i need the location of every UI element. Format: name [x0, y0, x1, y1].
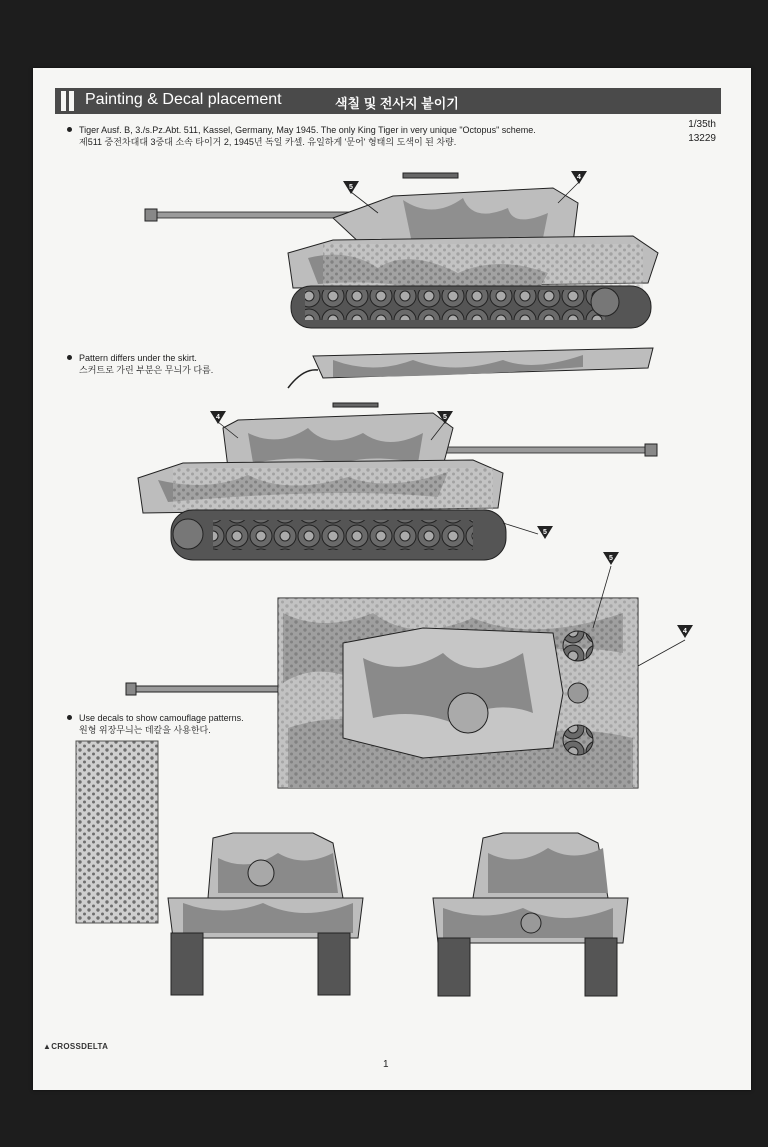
tank-front-view — [168, 833, 363, 995]
gun-barrel — [423, 447, 653, 453]
callout-marker — [503, 523, 553, 539]
muzzle-brake — [145, 209, 157, 221]
left-track — [438, 938, 470, 996]
callout-marker — [638, 625, 693, 666]
gun-barrel — [131, 686, 291, 692]
gun-mantlet — [248, 860, 274, 886]
skirt-note-korean: 스커트로 가린 부분은 무늬가 다름. — [79, 365, 214, 375]
tank-side-view-right — [138, 403, 657, 560]
description-korean: 제511 중전차대대 3중대 소속 타이거 2, 1945년 독일 카셀. 유일하게 '문어' 형태의 도색이 된 차량. — [79, 137, 457, 147]
right-track — [318, 933, 350, 995]
description-english: Tiger Ausf. B, 3./s.Pz.Abt. 511, Kassel, Germany, May 1945. The only King Tiger in very unique "Octopus" scheme. — [79, 125, 536, 135]
side-skirt — [288, 348, 653, 388]
tank-rear-view — [433, 833, 628, 996]
right-track — [585, 938, 617, 996]
drive-sprocket — [591, 288, 619, 316]
section-title: Painting & Decal placement — [85, 91, 282, 108]
callout-marker — [558, 171, 587, 203]
kit-number: 13229 — [688, 133, 716, 144]
engine-fan — [563, 631, 593, 661]
drive-sprocket — [173, 519, 203, 549]
callout-number: 5 — [349, 184, 353, 191]
kit-scale: 1/35th — [688, 119, 716, 130]
left-track — [171, 933, 203, 995]
callout-number: 5 — [543, 529, 547, 536]
gun-barrel — [151, 212, 351, 218]
commander-cupola — [448, 693, 488, 733]
exhaust — [521, 913, 541, 933]
skirt-note-english: Pattern differs under the skirt. — [79, 353, 197, 363]
callout-number: 5 — [443, 414, 447, 421]
roof-mg — [403, 173, 458, 178]
callout-number: 4 — [683, 628, 687, 635]
decal-note-korean: 원형 위장무늬는 데칼을 사용한다. — [79, 725, 211, 735]
section-title-korean: 색칠 및 전사지 붙이기 — [335, 96, 459, 111]
muzzle-brake — [126, 683, 136, 695]
tank-top-view — [126, 598, 638, 788]
road-wheels — [213, 520, 473, 550]
callout-number: 4 — [577, 174, 581, 181]
decal-note-english: Use decals to show camouflage patterns. — [79, 713, 244, 723]
muzzle-brake — [645, 444, 657, 456]
instruction-sheet — [33, 68, 751, 1090]
tank-illustrations — [33, 68, 751, 1090]
roof-mg — [333, 403, 378, 407]
callout-number: 4 — [216, 414, 220, 421]
engine-fan — [563, 725, 593, 755]
brand-logo: ▲CROSSDELTA — [43, 1042, 109, 1051]
tank-side-view-left — [145, 173, 658, 328]
brand-name: CROSSDELTA — [51, 1042, 109, 1051]
callout-number: 5 — [609, 555, 613, 562]
page-number: 1 — [383, 1059, 389, 1070]
decal-sheet — [76, 741, 158, 923]
road-wheels — [305, 290, 605, 320]
